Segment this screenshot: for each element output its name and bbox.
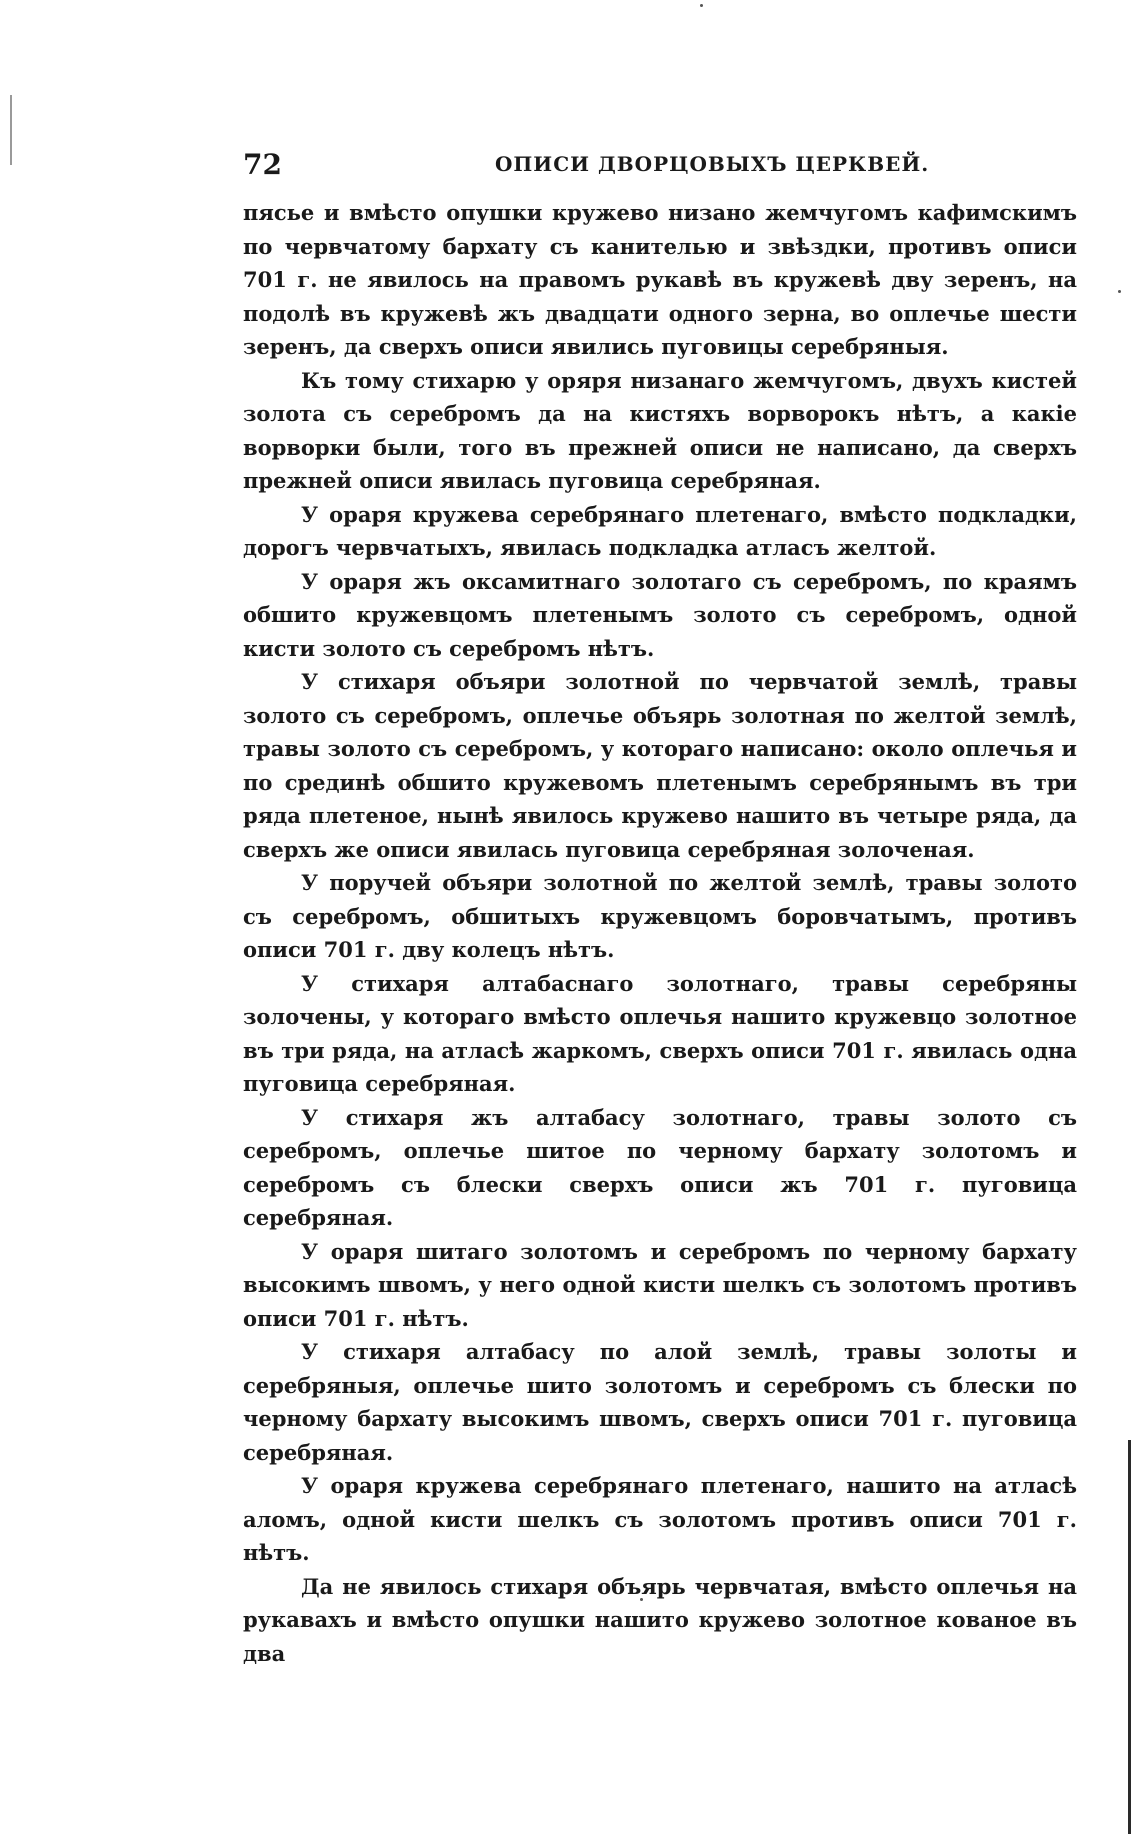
paragraph: У орaря жъ оксамитнаго золотаго съ серебромъ, по краямъ обшито кружевцомъ плетенымъ золото съ серебромъ, одной кисти золото съ серебромъ нѣтъ.: [243, 568, 1077, 661]
paragraph: У стихаря жъ алтабасу золотнаго, травы золото съ серебромъ, оплечье шитое по черному бархату золотомъ и серебромъ съ блески сверхъ описи жъ 701 г. пуговица серебряная.: [243, 1104, 1077, 1230]
page-number: 72: [243, 148, 282, 181]
paragraph: У орaря кружева серебрянаго плетенаго, вмѣсто подкладки, дорогъ червчатыхъ, явилась подкладка атласъ желтой.: [243, 501, 1077, 560]
paragraph: пясье и вмѣсто опушки кружево низано жемчугомъ кафимскимъ по червчатому бархату съ канителью и звѣздки, противъ описи 701 г. не явилось на правомъ рукавѣ въ кружевѣ дву зеренъ, на подолѣ въ кружевѣ жъ двадцати одного зерна, во оплечье шести зеренъ, да сверхъ описи явились пуговицы серебряныя.: [243, 200, 1077, 359]
body-text: [243, 196, 1077, 1670]
scan-speck: [700, 4, 703, 7]
paragraph: У поручей объяри золотной по желтой землѣ, травы золото съ серебромъ, обшитыхъ кружевцомъ боровчатымъ, противъ описи 701 г. дву колецъ нѣтъ.: [243, 870, 1077, 962]
page-header: [243, 140, 1077, 180]
paragraph: У стихаря объяри золотной по червчатой землѣ, травы золото съ серебромъ, оплечье объярь золотная по желтой землѣ, травы золото съ серебромъ, у котораго написано: около оплечья и по срединѣ обшито кружевомъ плетенымъ серебрянымъ въ три ряда плетеное, нынѣ явилось кружево нашито въ четыре ряда, да сверхъ же описи явилась пуговица серебряная золоченая.: [243, 669, 1077, 862]
running-title: ОПИСИ ДВОРЦОВЫХЪ ЦЕРКВЕЙ.: [495, 152, 930, 176]
paragraph: У стихаря алтабасу по алой землѣ, травы золоты и серебряныя, оплечье шито золотомъ и серебромъ съ блески по черному бархату высокимъ швомъ, сверхъ описи 701 г. пуговица серебряная.: [243, 1339, 1077, 1465]
scan-speck: [1118, 290, 1121, 293]
paragraph: Да не явилось стихаря объярь червчатая, вмѣсто оплечья на рукавахъ и вмѣсто опушки нашито кружево золотное кованое въ два: [243, 1573, 1077, 1666]
paragraph: У орaря шитаго золотомъ и серебромъ по черному бархату высокимъ швомъ, у него одной кисти шелкъ съ золотомъ противъ описи 701 г. нѣтъ.: [243, 1238, 1077, 1331]
paragraph: У стихаря алтабаснаго золотнаго, травы серебряны золочены, у котораго вмѣсто оплечья нашито кружевцо золотное въ три ряда, на атласѣ жаркомъ, сверхъ описи 701 г. явилась одна пуговица серебряная.: [243, 970, 1077, 1096]
paragraph: Къ тому стихарю у оряря низанаго жемчугомъ, двухъ кистей золота съ серебромъ да на кистяхъ ворворокъ нѣтъ, а какіе ворворки были, того въ прежней описи не написано, да сверхъ прежней описи явилась пуговица серебряная.: [243, 367, 1077, 493]
scan-edge-line: [1128, 1440, 1131, 1834]
paragraph: У орaря кружева серебрянаго плетенаго, нашито на атласѣ аломъ, одной кисти шелкъ съ золотомъ противъ описи 701 г. нѣтъ.: [243, 1473, 1077, 1565]
scan-margin-line: [10, 95, 12, 165]
